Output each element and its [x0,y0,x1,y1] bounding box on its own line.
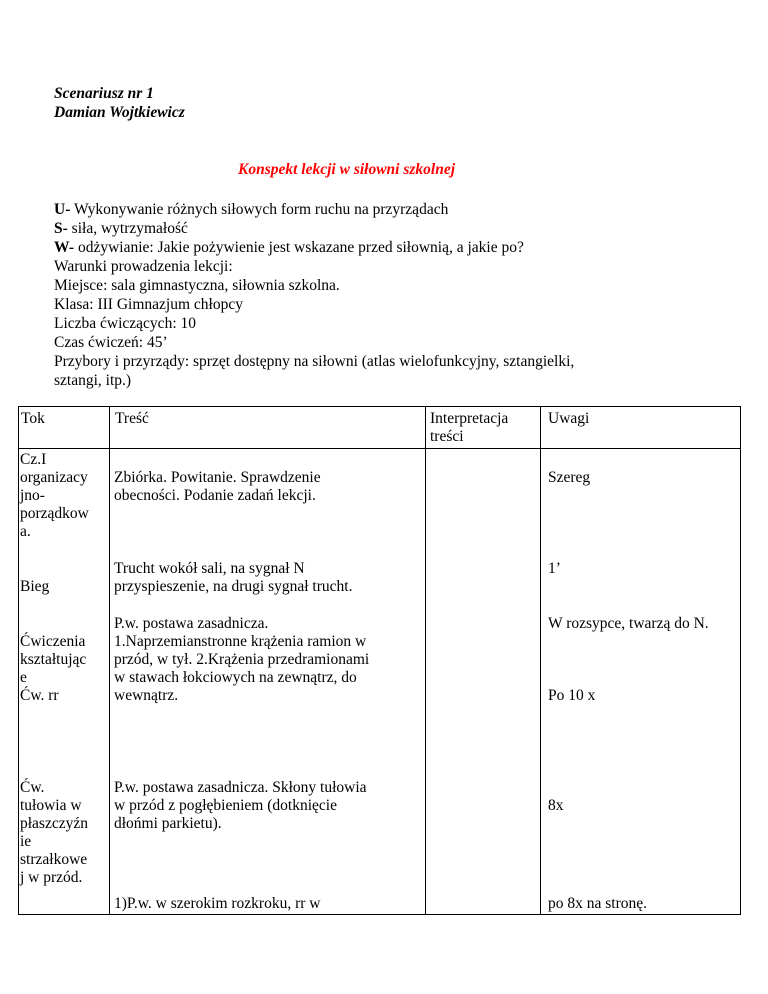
tresc-cell: w przód z pogłębieniem (dotknięcie [114,797,337,814]
tok-cell: strzałkowe [20,851,88,868]
uwagi-cell: W rozsypce, twarzą do N. [548,615,709,632]
tresc-cell: Zbiórka. Powitanie. Sprawdzenie [114,469,321,486]
table-border-bottom [18,914,741,915]
tok-cell: Ćw. rr [20,687,59,704]
header-tresc: Treść [115,410,149,427]
tok-cell: Ćw. [20,779,45,796]
w-text: odżywianie: Jakie pożywienie jest wskazane przed siłownią, a jakie po? [74,239,524,256]
w-label: W- [54,239,75,256]
header-uwagi: Uwagi [548,410,590,427]
tok-cell: e [20,669,27,686]
info-line: Przybory i przyrządy: sprzęt dostępny na siłowni (atlas wielofunkcyjny, sztangielki, [54,353,575,370]
page-title: Konspekt lekcji w siłowni szkolnej [238,161,456,178]
tresc-cell: przyspieszenie, na drugi sygnał trucht. [114,578,353,595]
s-text: siła, wytrzymałość [67,220,188,237]
tresc-cell: 1)P.w. w szerokim rozkroku, rr w [114,895,321,912]
info-line: Miejsce: sala gimnastyczna, siłownia szkolna. [54,277,340,294]
info-line: Warunki prowadzenia lekcji: [54,258,233,275]
tok-cell: Cz.I [20,451,47,468]
table-header-divider [18,448,741,449]
uwagi-cell: po 8x na stronę. [548,895,648,912]
tresc-cell: Trucht wokół sali, na sygnał N [114,560,305,577]
tresc-cell: przód, w tył. 2.Krążenia przedramionami [114,651,370,668]
info-line: Liczba ćwiczących: 10 [54,315,196,332]
tresc-cell: dłońmi parkietu). [114,815,222,832]
tresc-cell: 1.Naprzemianstronne krążenia ramion w [114,633,367,650]
uwagi-cell: Po 10 x [548,687,596,704]
uwagi-cell: Szereg [548,469,591,486]
tresc-cell: P.w. postawa zasadnicza. [114,615,269,632]
tresc-cell: obecności. Podanie zadań lekcji. [114,487,316,504]
tok-cell: organizacy [20,469,88,486]
tok-cell: jno- [20,487,45,504]
tok-cell: kształtując [20,651,87,668]
uwagi-cell: 1’ [548,560,561,577]
lesson-info [54,200,574,390]
info-line-s [54,219,574,238]
tok-cell: j w przód. [20,869,83,886]
table-border-right [740,406,741,915]
tok-cell: Ćwiczenia [20,633,86,650]
tok-cell: tułowia w [20,797,82,814]
info-line-u [54,200,574,219]
header-interpretacja-2: treści [430,428,464,445]
u-text: Wykonywanie różnych siłowych form ruchu na przyrządach [70,201,449,218]
table-col-divider [109,406,110,915]
scenario-number: Scenariusz nr 1 [54,85,154,102]
tok-cell: płaszczyźn [20,815,88,832]
table-col-divider [425,406,426,915]
table-border-top [18,406,741,407]
header-tok: Tok [21,410,45,427]
info-line: Czas ćwiczeń: 45’ [54,334,168,351]
uwagi-cell: 8x [548,797,564,814]
tresc-cell: wewnątrz. [114,687,179,704]
tok-cell: a. [20,523,31,540]
tok-cell: porządkow [20,505,89,522]
s-label: S- [54,220,68,237]
info-line: sztangi, itp.) [54,372,132,389]
header-interpretacja: Interpretacja [430,410,509,427]
table-border-left [18,406,19,915]
info-line: Klasa: III Gimnazjum chłopcy [54,296,243,313]
author-name: Damian Wojtkiewicz [54,104,185,121]
u-label: U- [54,201,71,218]
lesson-table [18,406,741,915]
tok-cell: Bieg [20,578,50,595]
info-line-w [54,238,574,257]
tresc-cell: P.w. postawa zasadnicza. Skłony tułowia [114,779,367,796]
tresc-cell: w stawach łokciowych na zewnątrz, do [114,669,357,686]
tok-cell: ie [20,833,32,850]
table-col-divider [540,406,541,915]
